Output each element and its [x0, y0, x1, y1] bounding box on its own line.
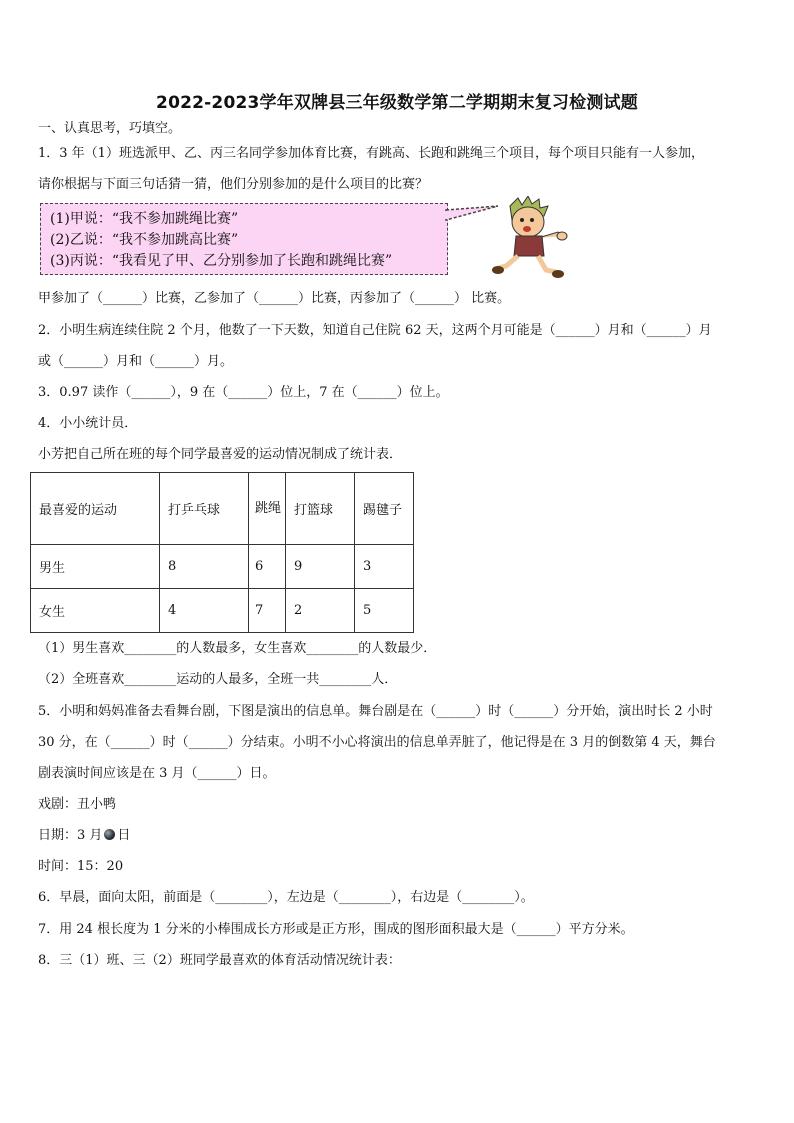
q4-sub2: （2）全班喜欢________运动的人最多，全班一共________人．	[38, 672, 398, 687]
q1-answer: 甲参加了（______）比赛，乙参加了（______）比赛，丙参加了（______） 比赛。	[38, 291, 511, 306]
speech-bubble-tail	[446, 206, 498, 246]
table-cell: 5	[355, 589, 414, 633]
drama-time: 时间：15：20	[38, 859, 124, 874]
q6-line: 6．早晨，面向太阳，前面是（________），左边是（________），右边是（________）。	[38, 890, 534, 905]
table-cell: 7	[249, 589, 286, 633]
running-boy-illustration	[492, 196, 570, 280]
q4-intro: 小芳把自己所在班的每个同学最喜爱的运动情况制成了统计表．	[38, 447, 403, 462]
ink-stain-icon	[104, 829, 115, 840]
q4-title: 4．小小统计员．	[38, 416, 138, 431]
q5-line2: 30 分，在（______）时（______）分结束。小明不小心将演出的信息单弄脏了，他记得是在 3 月的倒数第 4 天，舞台	[38, 735, 716, 750]
table-cell: 9	[286, 545, 355, 589]
table-cell: 女生	[31, 589, 160, 633]
q5-line3: 剧表演时间应该是在 3 月（______）日。	[38, 766, 276, 781]
table-row	[31, 545, 414, 589]
q2-line1: 2．小明生病连续住院 2 个月，他数了一下天数，知道自己住院 62 天，这两个月可能是（______）月和（______）月	[38, 323, 712, 338]
q3-line: 3．0.97 读作（______），9 在（______）位上，7 在（______）位上。	[38, 385, 449, 400]
table-cell: 男生	[31, 545, 160, 589]
table-cell: 8	[160, 545, 249, 589]
drama-date-suffix: 日	[117, 828, 131, 843]
table-header-cell: 最喜爱的运动	[31, 473, 160, 545]
q5-line1: 5．小明和妈妈准备去看舞台剧，下图是演出的信息单。舞台剧是在（______）时（______）分开始，演出时长 2 小时	[38, 704, 713, 719]
bubble-line-3: (3)丙说：“我看见了甲、乙分别参加了长跑和跳绳比赛”	[50, 253, 393, 269]
drama-date-prefix: 日期：3 月	[38, 828, 103, 843]
q7-line: 7．用 24 根长度为 1 分米的小棒围成长方形或是正方形，围成的图形面积最大是（______）平方分米。	[38, 922, 634, 937]
q2-line2: 或（______）月和（______）月。	[38, 354, 234, 369]
table-cell: 2	[286, 589, 355, 633]
page-title: 2022-2023学年双牌县三年级数学第二学期期末复习检测试题	[156, 93, 638, 113]
bubble-line-2: (2)乙说：“我不参加跳高比赛”	[50, 232, 239, 248]
bubble-line-1: (1)甲说：“我不参加跳绳比赛”	[50, 211, 239, 227]
sports-stats-table	[30, 472, 414, 633]
table-header-cell: 打篮球	[286, 473, 355, 545]
q1-line1: 1．3 年（1）班选派甲、乙、丙三名同学参加体育比赛，有跳高、长跑和跳绳三个项目，每个项目只能有一人参加，	[38, 146, 704, 161]
table-header-cell: 跳绳	[249, 473, 286, 545]
q8-line: 8．三（1）班、三（2）班同学最喜欢的体育活动情况统计表：	[38, 953, 401, 968]
table-header-row	[31, 473, 414, 545]
section-heading: 一、认真思考，巧填空。	[38, 121, 182, 136]
table-cell: 6	[249, 545, 286, 589]
q4-sub1: （1）男生喜欢________的人数最多，女生喜欢________的人数最少．	[38, 641, 437, 656]
table-row	[31, 589, 414, 633]
table-cell: 4	[160, 589, 249, 633]
q1-line2: 请你根据与下面三句话猜一猜，他们分别参加的是什么项目的比赛？	[38, 177, 429, 192]
drama-date	[38, 827, 130, 845]
table-cell: 3	[355, 545, 414, 589]
drama-name: 戏剧：丑小鸭	[38, 797, 117, 812]
table-header-cell: 踢毽子	[355, 473, 414, 545]
table-header-cell: 打乒乓球	[160, 473, 249, 545]
